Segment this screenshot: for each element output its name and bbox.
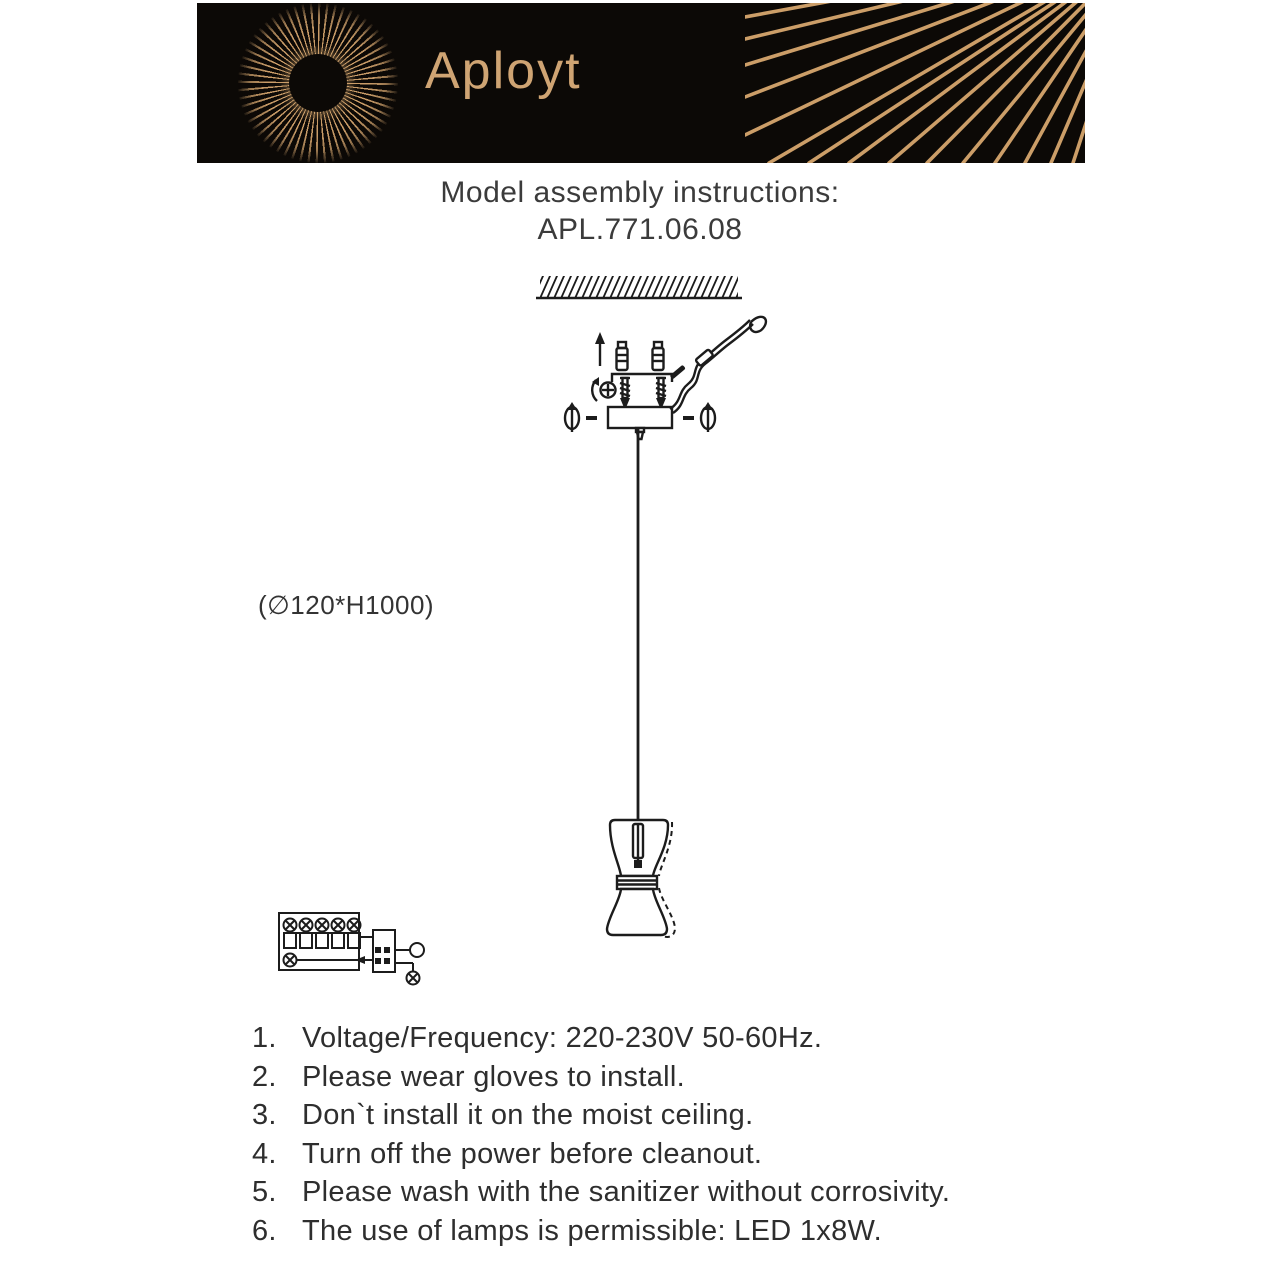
model-number: APL.771.06.08 — [537, 213, 743, 246]
dash-mark — [683, 416, 694, 420]
ceiling-mount-diagram — [520, 258, 780, 448]
ceiling-hatch-icon — [536, 276, 742, 298]
instruction-item — [252, 1215, 950, 1248]
item-number: 5. — [252, 1176, 277, 1208]
sunburst-logo-icon — [238, 3, 398, 163]
waist-rings — [617, 876, 657, 889]
page-title: Model assembly instructions: — [440, 176, 840, 209]
item-text: Please wear gloves to install. — [302, 1060, 685, 1093]
instruction-item — [252, 1176, 950, 1209]
wall-anchor-icon — [653, 342, 664, 370]
shade-bottom-cone — [607, 889, 667, 935]
instruction-item — [252, 1061, 950, 1094]
decorative-rays-icon — [745, 3, 1085, 163]
brand-banner — [197, 3, 1085, 163]
instruction-item — [252, 1022, 950, 1055]
bold-dash — [670, 365, 686, 380]
wiring-diagram — [265, 895, 445, 1005]
item-number: 1. — [252, 1022, 277, 1054]
ceiling-canopy — [608, 407, 672, 428]
pendant-lamp-diagram — [560, 428, 720, 948]
wall-anchor-icon — [617, 342, 628, 370]
instruction-item — [252, 1099, 950, 1132]
item-text: The use of lamps is permissible: LED 1x8W. — [302, 1214, 882, 1247]
instruction-item — [252, 1138, 950, 1171]
item-number: 6. — [252, 1214, 277, 1247]
instruction-list — [252, 1022, 950, 1253]
dimension-label: (∅120*H1000) — [258, 590, 435, 620]
item-text: Turn off the power before cleanout. — [302, 1137, 763, 1170]
wire-connector — [695, 349, 713, 366]
socket-tube — [633, 824, 643, 868]
item-number: 4. — [252, 1137, 277, 1170]
item-number: 3. — [252, 1099, 277, 1131]
item-text: Voltage/Frequency: 220-230V 50-60Hz. — [302, 1022, 823, 1054]
item-number: 2. — [252, 1060, 277, 1093]
item-text: Don`t install it on the moist ceiling. — [302, 1099, 754, 1131]
up-arrow-icon — [595, 332, 605, 366]
sunburst-core — [289, 54, 347, 112]
power-wire — [670, 317, 766, 413]
mounting-screw — [395, 963, 420, 985]
connector-block — [359, 930, 395, 972]
brand-name: Aployt — [425, 42, 582, 100]
screw-icon — [620, 378, 630, 410]
item-text: Please wash with the sanitizer without corrosivity. — [302, 1176, 951, 1208]
terminal-screws — [284, 919, 361, 949]
ring-terminal — [395, 943, 424, 957]
screw-icon — [656, 378, 666, 410]
dash-mark — [586, 416, 597, 420]
